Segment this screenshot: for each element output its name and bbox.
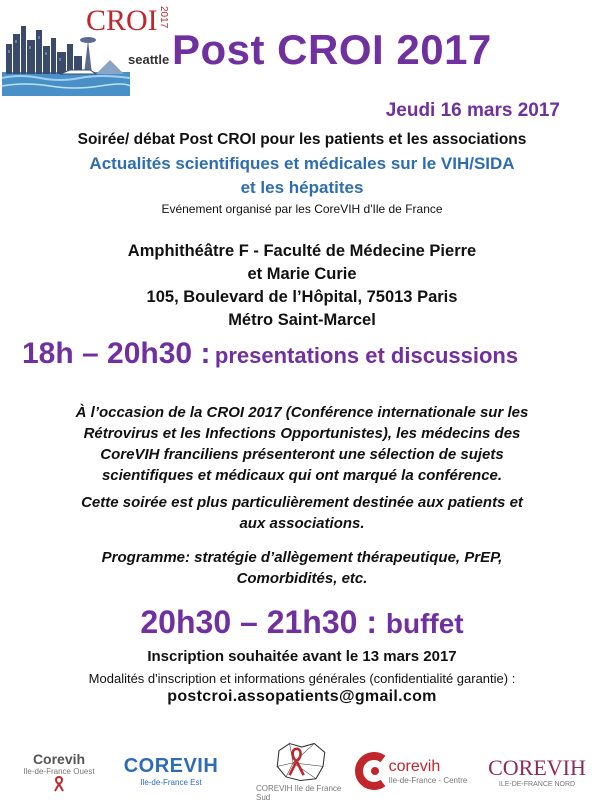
session-1-label: presentations et discussions bbox=[214, 343, 519, 368]
corevih-centre-text bbox=[389, 758, 468, 785]
corevih-nord-sub: ILE-DE-FRANCE NORD bbox=[498, 780, 576, 788]
croi-logo-city: seattle bbox=[128, 52, 170, 67]
audience-line-2: aux associations. bbox=[239, 515, 365, 532]
corevih-centre-sub: Ile-de-France - Centre bbox=[388, 775, 468, 785]
inscription-deadline: Inscription souhaitée avant le 13 mars 2017 bbox=[147, 648, 457, 665]
corevih-ouest-sub: Ile-de-France Ouest bbox=[23, 766, 95, 776]
corevih-est-logo bbox=[116, 740, 226, 802]
venue-metro: Métro Saint-Marcel bbox=[228, 311, 376, 329]
corevih-centre-logo bbox=[352, 740, 470, 802]
corevih-ouest-logo bbox=[4, 740, 114, 802]
venue-line-2: et Marie Curie bbox=[247, 265, 357, 283]
event-date: Jeudi 16 mars 2017 bbox=[385, 100, 560, 121]
audience-line-1: Cette soirée est plus particulièrement destinée aux patients et bbox=[81, 494, 523, 511]
corevih-nord-name: COREVIH bbox=[488, 754, 586, 780]
venue-line-1: Amphithéâtre F - Faculté de Médecine Pierre bbox=[127, 242, 477, 260]
audience-paragraph bbox=[0, 492, 604, 534]
session-2 bbox=[0, 604, 604, 641]
croi-seattle-logo bbox=[0, 0, 170, 100]
corevih-ouest-name: Corevih bbox=[32, 750, 86, 767]
venue-address: 105, Boulevard de l’Hôpital, 75013 Paris bbox=[146, 288, 458, 306]
intro-line-4: scientifiques et médicaux qui ont marqué la conférence. bbox=[101, 467, 503, 484]
ile-de-france-map-icon bbox=[266, 740, 336, 784]
session-1-time: 18h – 20h30 : bbox=[22, 337, 211, 370]
corevih-est-sub: Ile-de-France Est bbox=[140, 778, 202, 787]
topic-line-2: et les hépatites bbox=[240, 178, 364, 197]
corevih-centre-c-icon bbox=[355, 751, 389, 791]
program-line-2: Comorbidités, etc. bbox=[236, 570, 368, 587]
corevih-sud-sub: COREVIH Ile de France Sud bbox=[256, 784, 342, 802]
organizer-note: Evénement organisé par les CoreVIH d'Ile de France bbox=[161, 202, 443, 216]
session-2-label: buffet bbox=[385, 608, 464, 639]
program-paragraph bbox=[0, 547, 604, 589]
intro-line-3: CoreVIH franciliens présenteront une sélection de sujets bbox=[100, 446, 504, 463]
session-1 bbox=[22, 337, 518, 371]
intro-paragraph bbox=[0, 402, 604, 486]
corevih-nord-logo bbox=[474, 740, 600, 802]
intro-line-1: À l’occasion de la CROI 2017 (Conférence internationale sur les bbox=[75, 404, 529, 421]
red-ribbon-icon bbox=[52, 776, 66, 792]
corevih-est-name: COREVIH bbox=[123, 755, 219, 777]
page-title: Post CROI 2017 bbox=[172, 26, 492, 73]
croi-logo-word: CROI bbox=[86, 4, 158, 37]
program-line-1: Programme: stratégie d’allègement thérapeutique, PrEP, bbox=[101, 549, 503, 566]
croi-logo-year: 2017 bbox=[158, 6, 169, 29]
registration-info: Modalités d'inscription et informations générales (confidentialité garantie) : bbox=[88, 671, 516, 686]
event-subtitle: Soirée/ débat Post CROI pour les patients et les associations bbox=[77, 131, 527, 148]
corevih-sud-logo bbox=[256, 740, 346, 802]
intro-line-2: Rétrovirus et les Infections Opportunistes), les médecins des bbox=[83, 425, 521, 442]
topic-line-1: Actualités scientifiques et médicales sur le VIH/SIDA bbox=[89, 154, 515, 173]
corevih-centre-name: corevih bbox=[388, 757, 441, 775]
contact-email[interactable]: postcroi.assopatients@gmail.com bbox=[167, 688, 437, 705]
session-2-time: 20h30 – 21h30 : bbox=[140, 604, 377, 640]
